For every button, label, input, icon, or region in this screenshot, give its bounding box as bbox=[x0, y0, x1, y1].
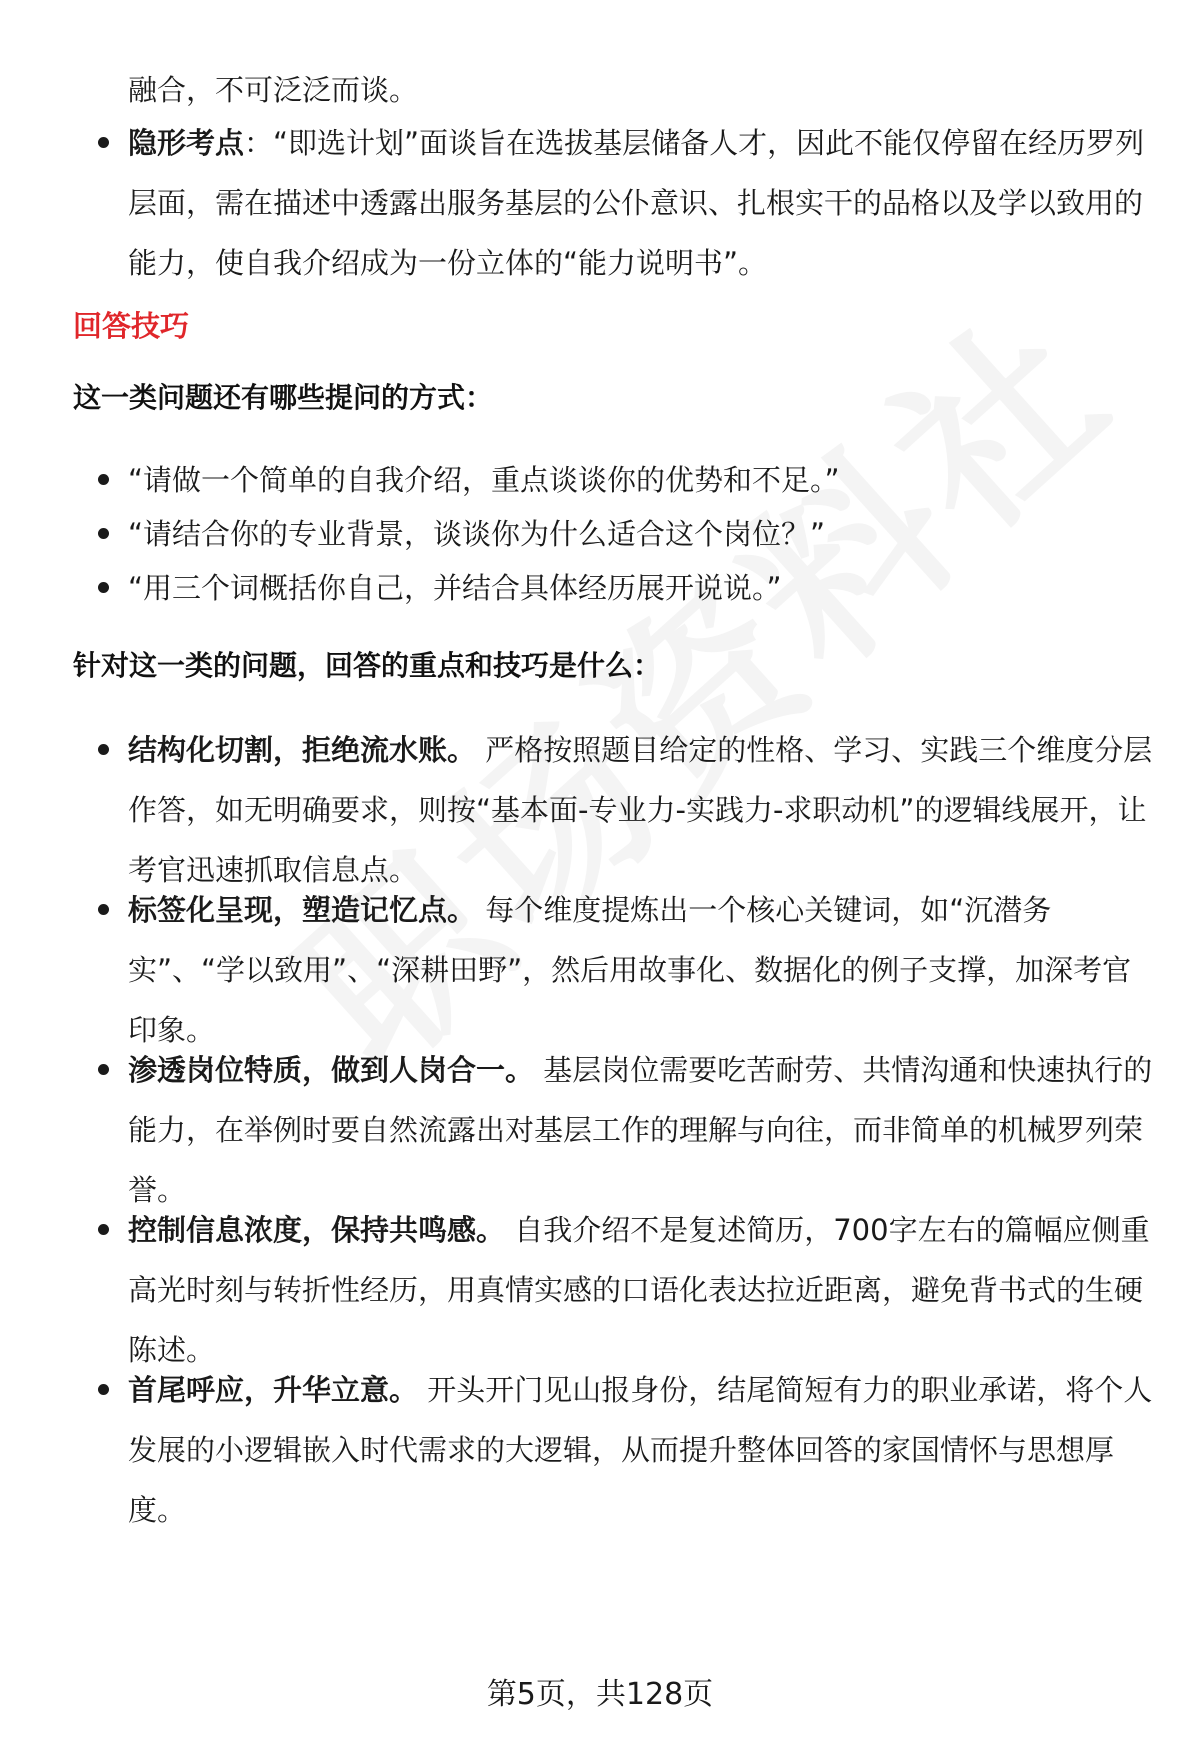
tip-text: 开头开门见山报身份，结尾简短有力的职业承诺，将个人发展的小逻辑嵌入时代需求的大逻辑，从而提升整体回答的家国情怀与思想厚度。 bbox=[128, 1373, 1153, 1527]
bullet-dot bbox=[98, 1384, 109, 1395]
tip-text: 基层岗位需要吃苦耐劳、共情沟通和快速执行的能力，在举例时要自然流露出对基层工作的理解与向往，而非简单的机械罗列荣誉。 bbox=[128, 1053, 1153, 1207]
intro-continuation: 融合，不可泛泛而谈。 bbox=[128, 73, 419, 107]
tip-text: 严格按照题目给定的性格、学习、实践三个维度分层作答，如无明确要求，则按“基本面-专业力-实践力-求职动机”的逻辑线展开，让考官迅速抓取信息点。 bbox=[128, 733, 1153, 887]
bullet-dot bbox=[98, 582, 109, 593]
bullet-dot bbox=[98, 137, 109, 148]
tip-text: 每个维度提炼出一个核心关键词，如“沉潜务实”、“学以致用”、“深耕田野”，然后用故事化、数据化的例子支撑，加深考官印象。 bbox=[128, 893, 1132, 1047]
tips-heading: 针对这一类的问题，回答的重点和技巧是什么： bbox=[73, 649, 662, 682]
tip-label: 控制信息浓度，保持共鸣感。 bbox=[128, 1213, 506, 1247]
bullet-dot bbox=[98, 1064, 109, 1075]
question-item: “请做一个简单的自我介绍，重点谈谈你的优势和不足。” bbox=[128, 463, 840, 497]
hidden-point-text: ：“即选计划”面谈旨在选拔基层储备人才，因此不能仅停留在经历罗列层面，需在描述中透露出服务基层的公仆意识、扎根实干的品格以及学以致用的能力，使自我介绍成为一份立体的“能力说明书”。 bbox=[128, 126, 1145, 280]
tip-label: 结构化切割，拒绝流水账。 bbox=[128, 733, 477, 767]
question-heading: 这一类问题还有哪些提问的方式： bbox=[73, 381, 494, 414]
section-title: 回答技巧 bbox=[73, 309, 190, 343]
bullet-dot bbox=[98, 904, 109, 915]
bullet-dot bbox=[98, 744, 109, 755]
tip-text: 自我介绍不是复述简历，700字左右的篇幅应侧重高光时刻与转折性经历，用真情实感的口语化表达拉近距离，避免背书式的生硬陈述。 bbox=[128, 1213, 1150, 1367]
bullet-dot bbox=[98, 474, 109, 485]
bullet-dot bbox=[98, 528, 109, 539]
tip-item bbox=[128, 1040, 1158, 1220]
question-item: “请结合你的专业背景，谈谈你为什么适合这个岗位？” bbox=[128, 517, 826, 551]
question-item: “用三个词概括你自己，并结合具体经历展开说说。” bbox=[128, 571, 782, 605]
tip-item bbox=[128, 1200, 1158, 1380]
tip-item bbox=[128, 1360, 1158, 1540]
tip-label: 渗透岗位特质，做到人岗合一。 bbox=[128, 1053, 535, 1087]
bullet-dot bbox=[98, 1224, 109, 1235]
tip-label: 标签化呈现，塑造记忆点。 bbox=[128, 893, 477, 927]
page-number: 第5页，共128页 bbox=[486, 1677, 714, 1712]
hidden-point-item bbox=[128, 113, 1158, 293]
hidden-point-label: 隐形考点 bbox=[128, 126, 245, 160]
tip-label: 首尾呼应，升华立意。 bbox=[128, 1373, 419, 1407]
tip-item bbox=[128, 880, 1158, 1060]
tip-item bbox=[128, 720, 1158, 900]
